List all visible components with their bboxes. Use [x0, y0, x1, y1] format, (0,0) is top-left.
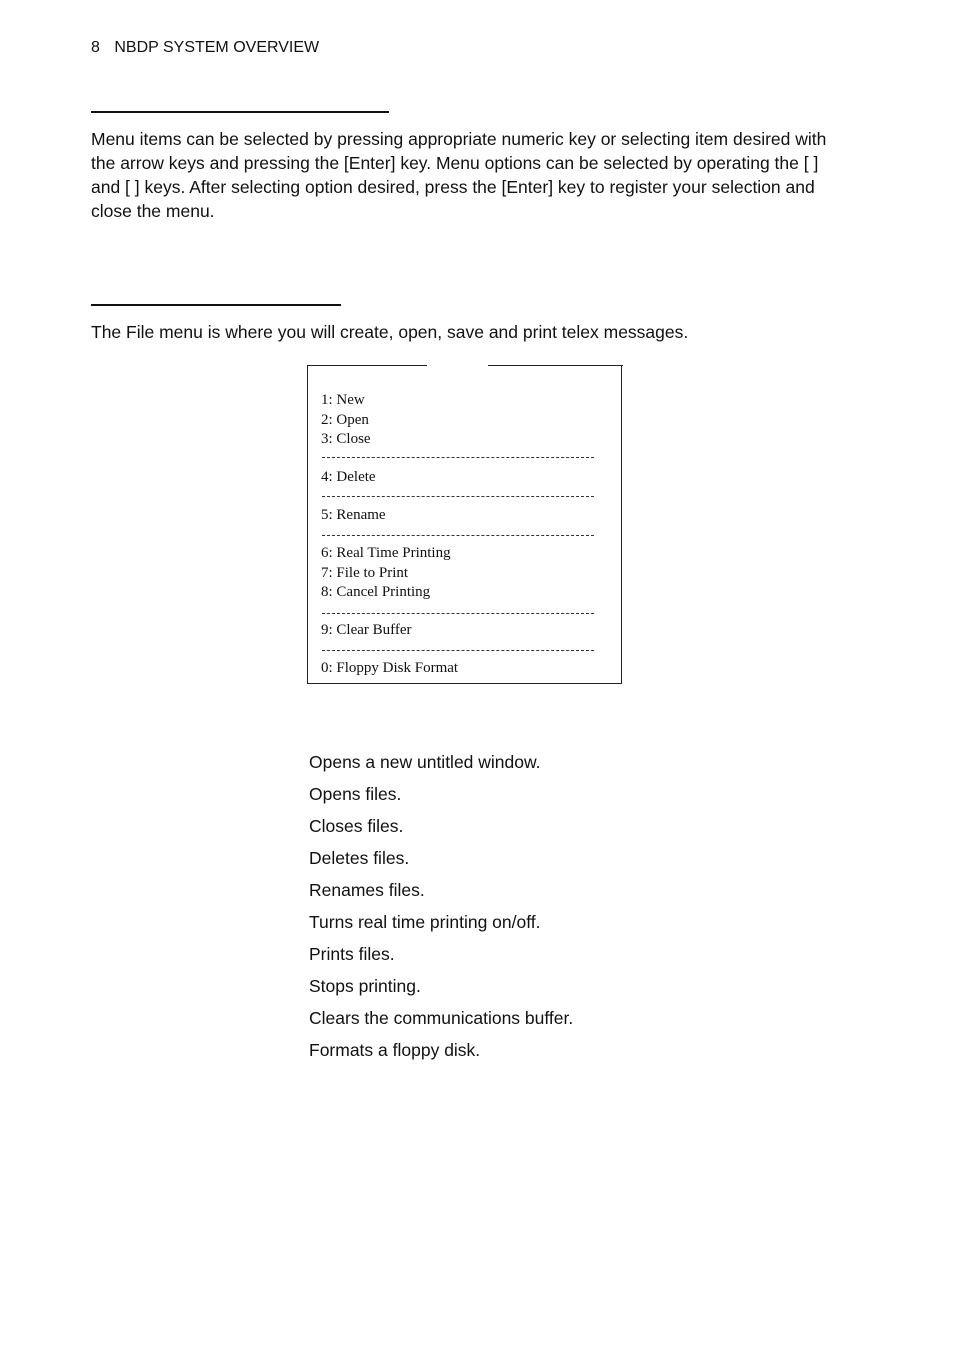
chapter-title: NBDP SYSTEM OVERVIEW [114, 39, 320, 56]
description-floppy-disk-format: Formats a floppy disk. [309, 1040, 481, 1060]
menu-separator [322, 535, 594, 536]
file-menu-top-border [488, 365, 623, 366]
description-real-time-printing: Turns real time printing on/off. [309, 912, 541, 932]
description-file-to-print: Prints files. [309, 944, 395, 964]
description-delete: Deletes files. [309, 848, 410, 868]
menu-usage-paragraph: Menu items can be selected by pressing appropriate numeric key or selecting item desired with the arrow keys and pressing the [Enter] key. Menu options can be selected by operating the [ ] and [ ] keys. After selecting option desired, press the [Enter] key to register your selection and close the menu. [91, 129, 827, 221]
description-cancel-printing: Stops printing. [309, 976, 421, 996]
menu-item-open[interactable]: 2: Open [321, 412, 369, 428]
description-open: Opens files. [309, 784, 402, 804]
menu-item-file-to-print[interactable]: 7: File to Print [321, 565, 409, 581]
description-new: Opens a new untitled window. [309, 752, 541, 772]
menu-separator [322, 613, 594, 614]
menu-item-rename[interactable]: 5: Rename [321, 507, 386, 523]
page-header [91, 39, 319, 57]
description-close: Closes files. [309, 816, 404, 836]
menu-separator [322, 650, 594, 651]
menu-item-real-time-printing[interactable]: 6: Real Time Printing [321, 545, 451, 561]
file-menu-intro-paragraph: The File menu is where you will create, open, save and print telex messages. [91, 322, 689, 342]
page-number: 8 [91, 39, 100, 56]
menu-separator [322, 457, 594, 458]
menu-item-new[interactable]: 1: New [321, 392, 365, 408]
menu-item-clear-buffer[interactable]: 9: Clear Buffer [321, 622, 412, 638]
description-clear-buffer: Clears the communications buffer. [309, 1008, 574, 1028]
section-heading-rule [91, 111, 389, 113]
menu-item-close[interactable]: 3: Close [321, 431, 371, 447]
menu-separator [322, 496, 594, 497]
menu-item-delete[interactable]: 4: Delete [321, 469, 376, 485]
section-heading-rule [91, 304, 341, 306]
menu-item-cancel-printing[interactable]: 8: Cancel Printing [321, 584, 431, 600]
description-rename: Renames files. [309, 880, 425, 900]
file-menu-top-border [307, 365, 427, 366]
menu-item-floppy-disk-format[interactable]: 0: Floppy Disk Format [321, 660, 459, 676]
